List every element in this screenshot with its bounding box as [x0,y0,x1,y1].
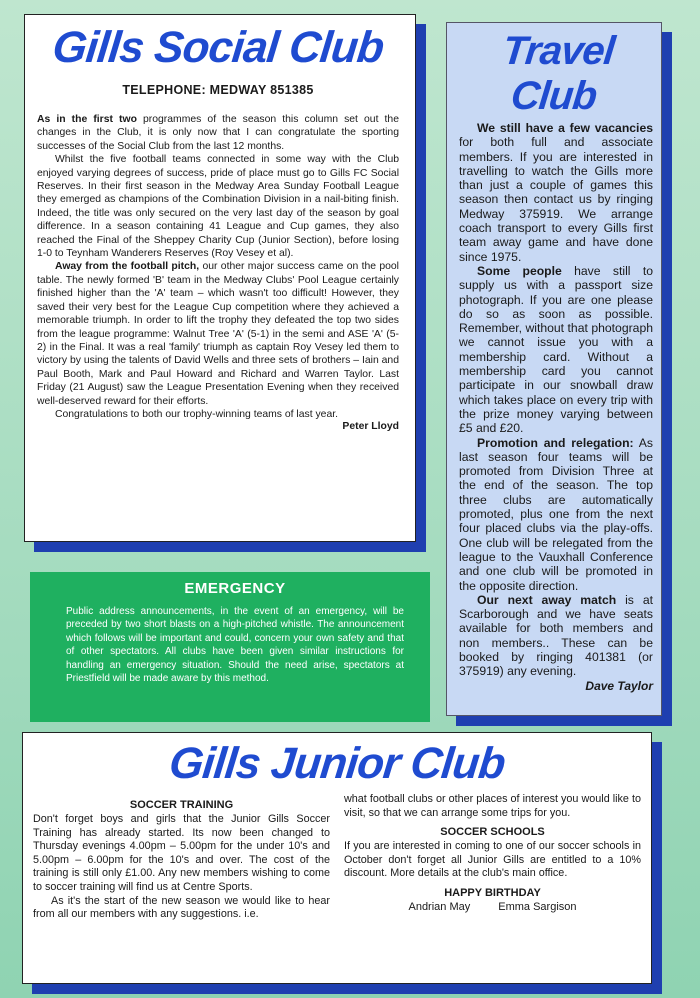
birthday-heading: HAPPY BIRTHDAY [444,886,541,899]
travel-club-panel [446,22,662,716]
travel-paragraph-3: Promotion and relegation: As last season four teams will be promoted from Division Three at the end of the season. The top three clubs are automatically promoted, plus one from the next four placed clubs via the play-offs. One club will be relegated from the league to the Vauxhall Conference and one club will be promoted in the opposite direction. [459,435,654,593]
training-paragraph-3: what football clubs or other places of interest you would like to visit, so that we can arrange some trips for you. [344,793,641,819]
telephone-line: TELEPHONE: MEDWAY 851385 [122,83,314,97]
schools-text: If you are interested in coming to one of our soccer schools in October don't forget all Junior Gills are entitled to a 10% discount. More details at the club's main office. [344,840,641,880]
social-club-panel [24,14,416,542]
training-heading: SOCCER TRAINING [129,799,234,811]
social-paragraph-2: Whilst the five football teams connected in some way with the Club enjoyed varying degrees of success, pride of place must go to Gills FC Social Reserves. In their first season in the Medway Area Sunday Football League they emerged as champions of the Combination Division in a nail-biting finish. Indeed, the title was only secured on the very last day of the season by goal difference. In a season containing 41 League and Cup games, they also reached the Final of the Sheppey Charity Cup (Junior Section), before losing 1-0 to Teynham Wanderers Reserves (Roy Vesey et al). [37,154,399,260]
junior-club-title: Gills Junior Club [166,739,508,788]
social-paragraph-3: Away from the football pitch, our other major success came on the pool table. The newly formed 'B' team in the Medway Clubs' Pool League certainly finished higher than the 'A' team – which wasn't too difficult! However, they saved their very best for the League Cup competition where they achieved a memorable triumph. In order to lift the trophy they defeated the top two sides from the league programme: Walnut Tree 'A' (5-1) in the semi and ASE 'A' (5-2) in the Final. It was a real 'family' triumph as captain Roy Vesey led them to victory by using the talents of David Wells and three sets of brothers – Iain and Paul Booth, Mark and Paul Howard and Richard and Warren Taylor. Last Friday (21 August) saw the League Presentation Evening when they received well-deserved reward for their efforts. [37,261,399,407]
training-paragraph-2: As it's the start of the new season we would like to hear from all our members with any suggestions. i.e. [33,894,330,921]
social-club-title: Gills Social Club [50,23,386,72]
birthday-names [344,901,641,913]
travel-signature: Dave Taylor [585,678,653,693]
birthday-name: Andrian May [408,900,471,913]
emergency-title: EMERGENCY [184,580,286,597]
schools-heading: SOCCER SCHOOLS [440,826,545,839]
travel-club-title: Travel Club [500,29,617,118]
birthday-name: Emma Sargison [498,900,577,913]
emergency-text: Public address announcements, in the event of an emergency, will be preceded by two short blasts on a high-pitched whistle. The announcement which follows will be important and could, concern your own safety and that of other spectators. All clubs have been given similar instructions for handling an emergency situation. Should the need arise, spectators at Priestfield will be made aware by this method. [66,606,404,685]
junior-club-panel [22,732,652,984]
emergency-panel [30,572,430,722]
travel-paragraph-4: Our next away match is at Scarborough and we have seats available for both members and non members.. These can be booked by ringing 401381 (or 375919) any evening. [459,592,653,679]
social-signature: Peter Lloyd [342,421,399,433]
junior-left-column [33,793,330,922]
travel-paragraph-1: We still have a few vacancies for both full and associate members. If you are interested in travelling to watch the Gills more than just a couple of games this season then contact us by ringing Medway 375919. We arrange coach transport to every Gills first team away game and have done since 1975. [459,121,653,264]
training-paragraph-1: Don't forget boys and girls that the Junior Gills Soccer Training has already started. Its now been changed to Thursday evenings 4.00pm – 5.00pm for the under 10's and 5.00pm – 6.00pm for the 10's and over. The cost of the training is still only £1.00. Any new members wishing to come to soccer training will find us at Centre Sports. [33,813,330,893]
travel-paragraph-2: Some people have still to supply us with a passport size photograph. If you are one please do so as soon as possible. Remember, without that photograph we cannot issue you with a membership card. Without a membership card you cannot participate in our snowball draw which takes place on every trip with the prize money varying between £5 and £20. [459,263,653,436]
junior-right-column [344,793,641,922]
social-paragraph-4: Congratulations to both our trophy-winning teams of last year. [55,408,339,420]
social-paragraph-1: As in the first two programmes of the season this column set out the changes in the Club, it is only now that I can congratulate the sporting successes of the Social Club from the last 12 months. [37,114,399,152]
